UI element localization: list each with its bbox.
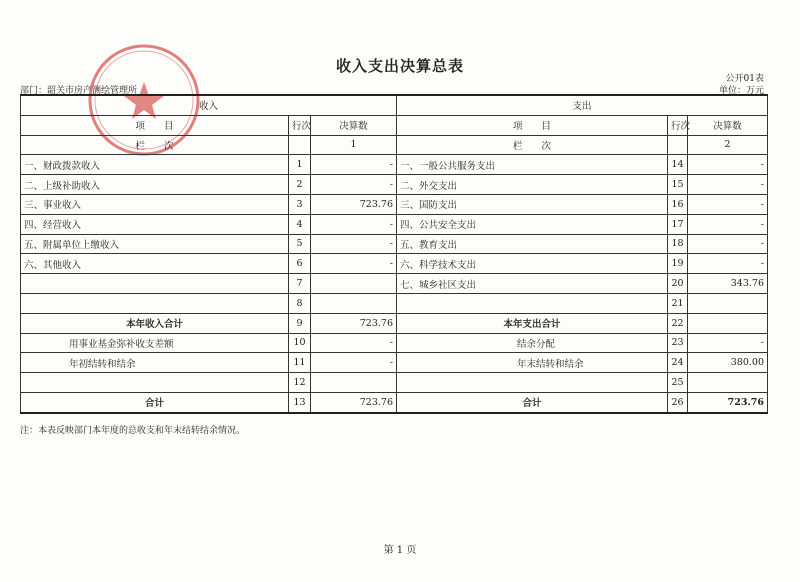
expense-line: 20 <box>668 274 688 294</box>
income-line: 3 <box>289 194 311 214</box>
income-amount: - <box>311 155 397 175</box>
expense-item: 五、教育支出 <box>397 234 668 254</box>
fund-amount: - <box>311 333 397 353</box>
table-row <box>21 214 768 234</box>
expense-line: 19 <box>668 254 688 274</box>
expense-line: 21 <box>668 293 688 313</box>
expense-amount: - <box>688 194 768 214</box>
income-item: 一、财政拨款收入 <box>21 155 289 175</box>
page-title: 收入支出决算总表 <box>335 57 464 75</box>
income-col-number: 1 <box>311 135 397 155</box>
income-item <box>21 274 289 294</box>
expense-line: 15 <box>668 175 688 195</box>
income-amount-header: 决算数 <box>311 115 397 135</box>
income-item-header: 项 目 <box>21 115 289 135</box>
form-code: 公开01表 <box>725 74 764 84</box>
income-line: 12 <box>289 373 311 393</box>
income-line: 11 <box>289 353 311 373</box>
expense-amount: - <box>688 234 768 254</box>
expense-line: 14 <box>668 155 688 175</box>
expense-item: 七、城乡社区支出 <box>397 274 668 294</box>
table-row <box>21 234 768 254</box>
income-line-header: 行次 <box>289 115 311 135</box>
expense-line: 22 <box>668 313 688 333</box>
income-item <box>21 293 289 313</box>
expense-line: 16 <box>668 194 688 214</box>
department-label: 部门：韶关市房产测绘管理所 <box>20 86 138 96</box>
expense-item <box>397 293 668 313</box>
income-line: 9 <box>289 313 311 333</box>
expense-item: 一、一般公共服务支出 <box>397 155 668 175</box>
expense-amount: - <box>688 214 768 234</box>
income-amount: 723.76 <box>311 194 397 214</box>
expense-amount: - <box>688 254 768 274</box>
year-total-row <box>21 313 768 333</box>
table-row <box>21 353 768 373</box>
expense-item: 二、外交支出 <box>397 175 668 195</box>
income-item: 三、事业收入 <box>21 194 289 214</box>
income-line: 5 <box>289 234 311 254</box>
table-row <box>21 274 768 294</box>
column-number-row <box>21 135 768 155</box>
income-expense-table <box>20 94 768 414</box>
expense-lanci: 栏 次 <box>397 135 668 155</box>
begin-balance-label: 年初结转和结余 <box>21 353 289 373</box>
column-header-row <box>21 115 768 135</box>
table-header-row <box>21 95 768 115</box>
income-line: 8 <box>289 293 311 313</box>
expense-amount-header: 决算数 <box>688 115 768 135</box>
income-amount: - <box>311 175 397 195</box>
table-row <box>21 293 768 313</box>
expense-col-number: 2 <box>688 135 768 155</box>
surplus-dist-amount: - <box>688 333 768 353</box>
grand-expense-total: 723.76 <box>688 392 768 412</box>
income-line: 1 <box>289 155 311 175</box>
income-line: 2 <box>289 175 311 195</box>
income-amount: - <box>311 214 397 234</box>
table-row <box>21 333 768 353</box>
surplus-dist-label: 结余分配 <box>397 333 668 353</box>
income-line: 10 <box>289 333 311 353</box>
income-item: 四、经营收入 <box>21 214 289 234</box>
end-balance-label: 年末结转和结余 <box>397 353 668 373</box>
income-amount <box>311 274 397 294</box>
income-lanci: 栏 次 <box>21 135 289 155</box>
expense-item: 四、公共安全支出 <box>397 214 668 234</box>
table-row <box>21 194 768 214</box>
unit-label: 单位：万元 <box>718 86 764 96</box>
table-row <box>21 373 768 393</box>
expense-line: 23 <box>668 333 688 353</box>
income-item: 六、其他收入 <box>21 254 289 274</box>
begin-balance-amount: - <box>311 353 397 373</box>
expense-header: 支出 <box>397 95 768 115</box>
page-number: 第 1 页 <box>383 545 417 556</box>
income-line: 13 <box>289 392 311 412</box>
expense-amount: - <box>688 175 768 195</box>
year-expense-total <box>688 313 768 333</box>
year-income-total-label: 本年收入合计 <box>21 313 289 333</box>
expense-amount: 343.76 <box>688 274 768 294</box>
grand-income-total: 723.76 <box>311 392 397 412</box>
table-row <box>21 155 768 175</box>
grand-total-row <box>21 392 768 412</box>
expense-item: 三、国防支出 <box>397 194 668 214</box>
year-expense-total-label: 本年支出合计 <box>397 313 668 333</box>
income-header: 收入 <box>21 95 397 115</box>
income-item: 五、附属单位上缴收入 <box>21 234 289 254</box>
income-line: 7 <box>289 274 311 294</box>
expense-line: 24 <box>668 353 688 373</box>
income-amount: - <box>311 254 397 274</box>
end-balance-amount: 380.00 <box>688 353 768 373</box>
table-row <box>21 175 768 195</box>
income-item: 二、上级补助收入 <box>21 175 289 195</box>
expense-line: 25 <box>668 373 688 393</box>
grand-total-income-label: 合计 <box>21 392 289 412</box>
fund-label: 用事业基金弥补收支差额 <box>21 333 289 353</box>
income-amount: - <box>311 234 397 254</box>
expense-item-header: 项 目 <box>397 115 668 135</box>
year-income-total: 723.76 <box>311 313 397 333</box>
footnote: 注：本表反映部门本年度的总收支和年末结转结余情况。 <box>20 426 246 436</box>
expense-line: 18 <box>668 234 688 254</box>
income-line: 6 <box>289 254 311 274</box>
grand-total-expense-label: 合计 <box>397 392 668 412</box>
expense-item: 六、科学技术支出 <box>397 254 668 274</box>
expense-line: 26 <box>668 392 688 412</box>
expense-amount <box>688 293 768 313</box>
expense-line-header: 行次 <box>668 115 688 135</box>
table-row <box>21 254 768 274</box>
income-line: 4 <box>289 214 311 234</box>
expense-line: 17 <box>668 214 688 234</box>
income-amount <box>311 293 397 313</box>
expense-amount: - <box>688 155 768 175</box>
